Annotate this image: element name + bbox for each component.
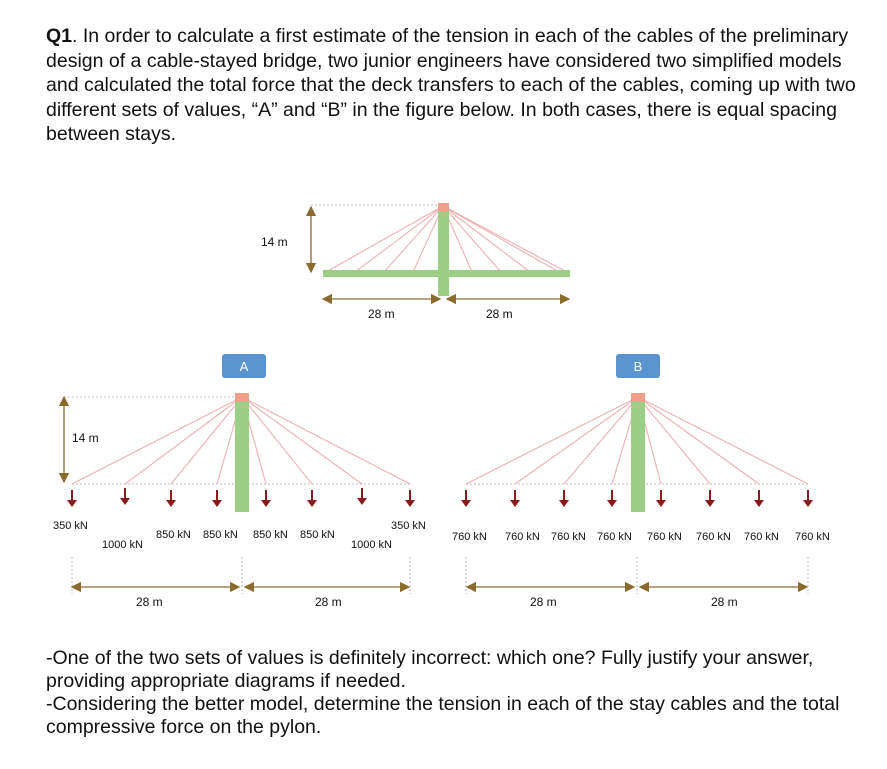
model-b-load-label: 760 kN	[744, 531, 779, 543]
model-b	[452, 354, 830, 609]
model-a-load-label: 850 kN	[203, 529, 238, 541]
model-b-load-label: 760 kN	[452, 531, 487, 543]
top-span-left-label: 28 m	[368, 307, 395, 321]
top-pylon	[438, 207, 449, 296]
model-b-load-arrow	[754, 490, 764, 507]
instruction-2: -Considering the better model, determine the tension in each of the stay cables and the total compressive force on the pylon.	[46, 693, 840, 738]
instruction-1: -One of the two sets of values is definitely incorrect: which one? Fully justify your answer, providing appropriate diagrams if needed.	[46, 647, 814, 692]
top-cable	[443, 206, 530, 272]
model-b-load-label: 760 kN	[696, 531, 731, 543]
model-a-badge-label: A	[239, 359, 249, 374]
model-a-load-label: 850 kN	[253, 529, 288, 541]
model-b-cable	[466, 397, 638, 484]
model-b-load-arrow	[559, 490, 569, 507]
model-b-load-label: 760 kN	[647, 531, 682, 543]
top-cable	[443, 206, 567, 272]
model-b-load-arrow	[607, 490, 617, 507]
model-b-span-right-label: 28 m	[711, 595, 738, 609]
model-a-pylon-head	[235, 393, 249, 402]
model-a-load-arrow	[405, 490, 415, 507]
model-b-pylon-head	[631, 393, 645, 402]
model-a-load-label: 850 kN	[300, 529, 335, 541]
model-a-load-label: 350 kN	[391, 520, 426, 532]
model-a-load-label: 350 kN	[53, 520, 88, 532]
top-span-right-label: 28 m	[486, 307, 513, 321]
top-height-label: 14 m	[261, 235, 288, 249]
model-b-pylon	[631, 400, 645, 512]
top-pylon-head	[438, 203, 449, 211]
question-number: Q1	[46, 25, 73, 47]
model-b-load-arrow	[461, 490, 471, 507]
model-a-cable	[242, 397, 410, 484]
top-cable	[355, 206, 443, 272]
instructions	[46, 647, 866, 739]
model-b-load-label: 760 kN	[795, 531, 830, 543]
top-cable	[443, 206, 559, 272]
model-a-load-arrow	[166, 490, 176, 507]
top-cable	[384, 206, 443, 272]
model-a-load-arrow	[307, 490, 317, 507]
top-cable	[443, 206, 501, 272]
model-a-cable	[171, 397, 242, 484]
model-b-load-arrow	[705, 490, 715, 507]
model-a-load-arrow	[212, 490, 222, 507]
top-diagram	[261, 203, 570, 321]
model-b-load-arrow	[803, 490, 813, 507]
model-b-load-arrow	[656, 490, 666, 507]
model-a-span-left-label: 28 m	[136, 595, 163, 609]
model-b-load-label: 760 kN	[551, 531, 586, 543]
model-b-badge-label: B	[633, 359, 643, 374]
model-b-cable	[515, 397, 638, 484]
model-a-load-arrow	[357, 488, 367, 505]
model-b-cable	[638, 397, 808, 484]
model-b-load-label: 760 kN	[597, 531, 632, 543]
model-a-height-label: 14 m	[72, 431, 99, 445]
model-a-load-arrow	[261, 490, 271, 507]
top-cable	[326, 206, 443, 272]
model-a-load-label: 1000 kN	[351, 539, 392, 551]
model-a-load-arrow	[67, 490, 77, 507]
model-a-cable	[125, 397, 242, 484]
model-b-load-label: 760 kN	[505, 531, 540, 543]
model-b-span-left-label: 28 m	[530, 595, 557, 609]
model-a	[53, 354, 426, 609]
model-b-load-arrow	[510, 490, 520, 507]
model-a-pylon	[235, 400, 249, 512]
model-a-load-arrow	[120, 488, 130, 505]
model-a-load-label: 850 kN	[156, 529, 191, 541]
model-a-span-right-label: 28 m	[315, 595, 342, 609]
model-a-load-label: 1000 kN	[102, 539, 143, 551]
question-body: . In order to calculate a first estimate of the tension in each of the cables of the preliminary design of a cable-stayed bridge, two junior engineers have considered two simplified models and calculated the total force that the deck transfers to each of the cables, coming up with two different sets of values, “A” and “B” in the figure below. In both cases, there is equal spacing between stays.	[46, 25, 856, 145]
model-b-cable	[564, 397, 638, 484]
